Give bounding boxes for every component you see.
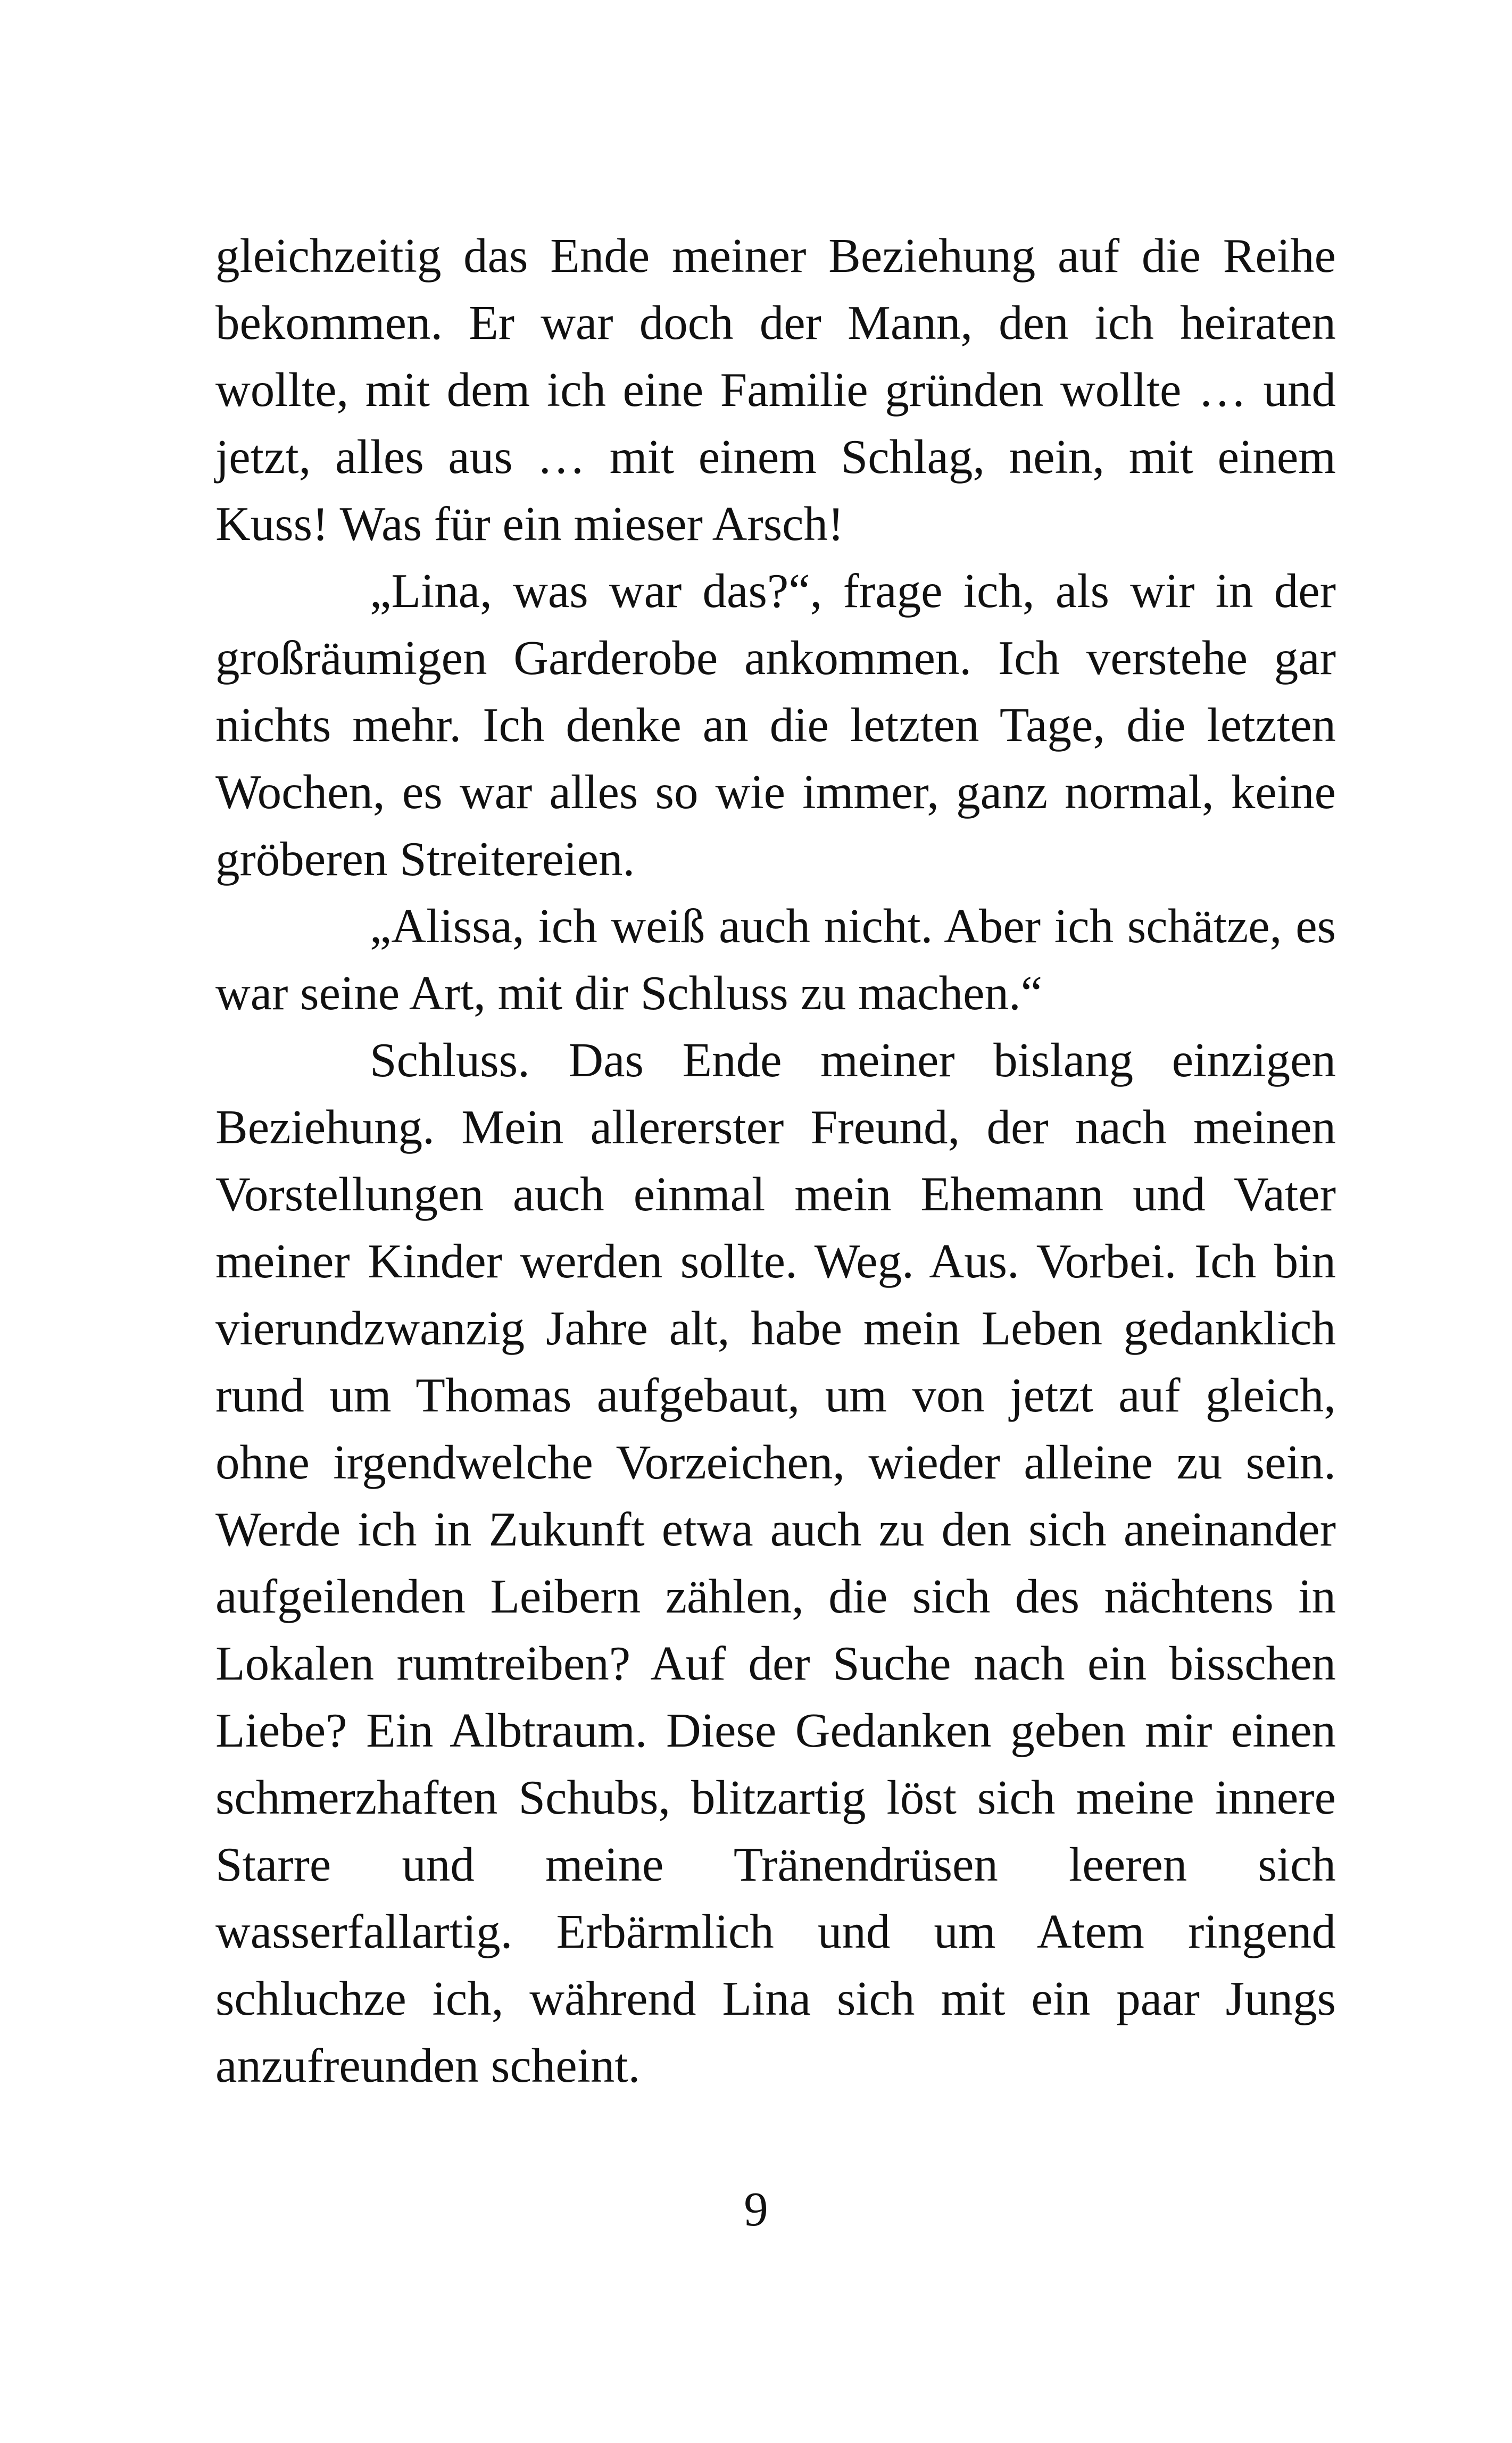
body-text <box>215 222 1336 2099</box>
paragraph-1: gleichzeitig das Ende meiner Beziehung auf die Reihe bekommen. Er war doch der Mann, den ich heiraten wollte, mit dem ich eine Familie gründen wollte … und jetzt, alles aus … mit einem Schlag, nein, mit einem Kuss! Was für ein mieser Arsch! <box>215 229 1336 551</box>
page-number: 9 <box>744 2182 768 2236</box>
paragraph-2: „Lina, was war das?“, frage ich, als wir in der großräumigen Garderobe ankommen. Ich verstehe gar nichts mehr. Ich denke an die letzten Tage, die letzten Wochen, es war alles so wie immer, ganz normal, keine gröberen Streitereien. <box>215 564 1336 886</box>
paragraph-4: Schluss. Das Ende meiner bislang einzigen Beziehung. Mein allererster Freund, der nach meinen Vorstellungen auch einmal mein Ehemann und Vater meiner Kinder werden sollte. Weg. Aus. Vorbei. Ich bin vierundzwanzig Jahre alt, habe mein Leben gedanklich rund um Thomas aufgebaut, um von jetzt auf gleich, ohne irgendwelche Vorzeichen, wieder alleine zu sein. Werde ich in Zukunft etwa auch zu den sich aneinander aufgeilenden Leibern zählen, die sich des nächtens in Lokalen rumtreiben? Auf der Suche nach ein bisschen Liebe? Ein Albtraum. Diese Gedanken geben mir einen schmerzhaften Schubs, blitzartig löst sich meine innere Starre und meine Tränendrüsen leeren sich wasserfallartig. Erbärmlich und um Atem ringend schluchze ich, während Lina sich mit ein paar Jungs anzufreunden scheint. <box>215 1033 1336 2092</box>
paragraph-3: „Alissa, ich weiß auch nicht. Aber ich schätze, es war seine Art, mit dir Schluss zu machen.“ <box>215 899 1336 1020</box>
